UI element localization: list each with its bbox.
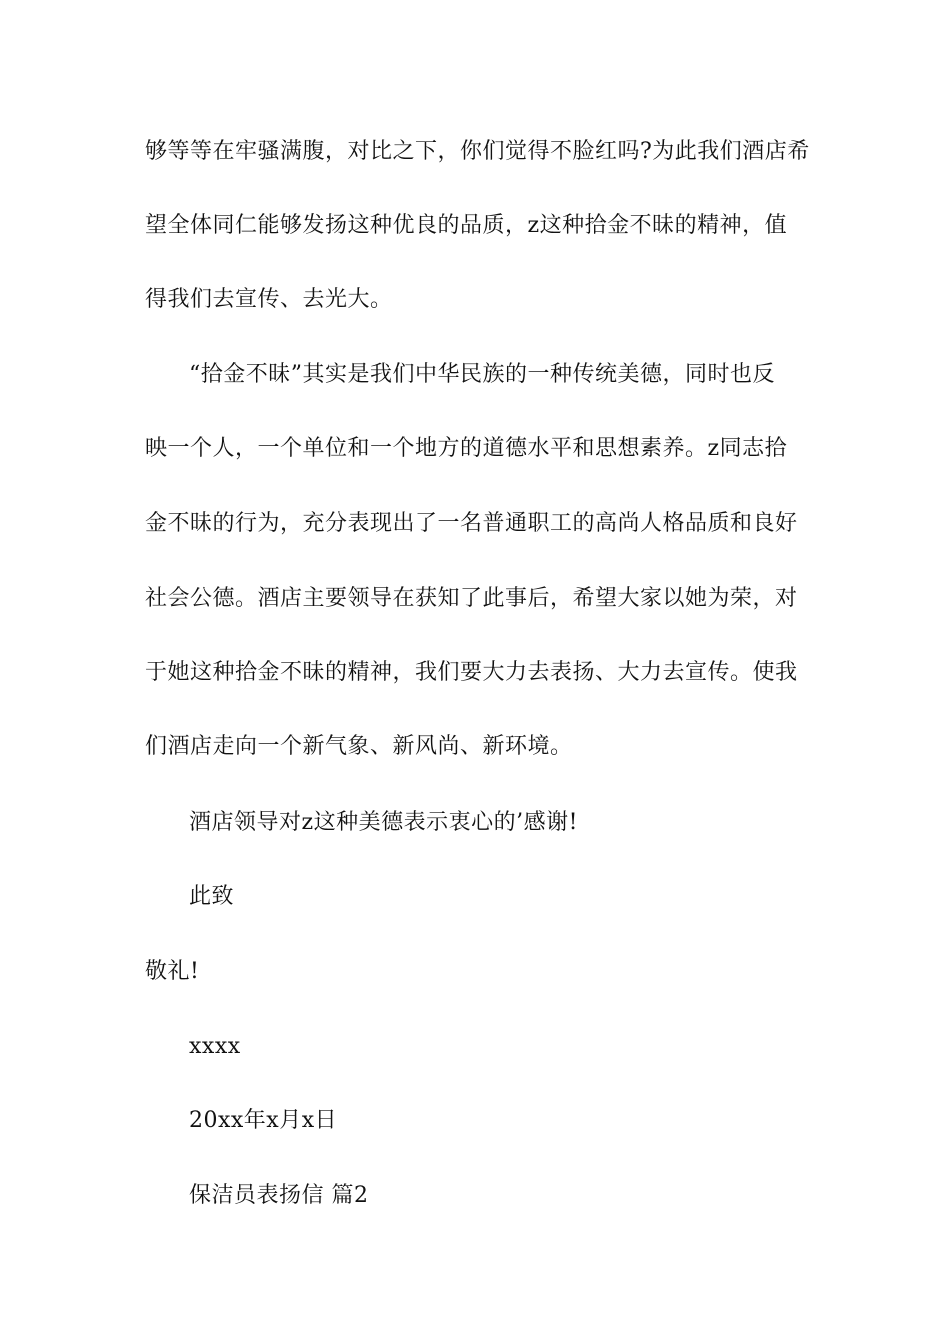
body-text-line: 金不昧的行为，充分表现出了一名普通职工的高尚人格品质和良好 [145, 511, 798, 536]
paragraph-start-line: “拾金不昧”其实是我们中华民族的一种传统美德，同时也反 [189, 362, 775, 387]
salutation-line: 敬礼! [145, 959, 200, 984]
section-heading: 保洁员表扬信 篇2 [189, 1183, 369, 1208]
signature-line: xxxx [189, 1034, 241, 1059]
body-text-line: 社会公德。酒店主要领导在获知了此事后，希望大家以她为荣，对 [145, 586, 798, 611]
body-text-line: 得我们去宣传、去光大。 [145, 287, 393, 312]
body-text-line: 望全体同仁能够发扬这种优良的品质，z这种拾金不昧的精神，值 [145, 213, 788, 238]
closing-line: 此致 [189, 884, 235, 909]
body-text-line: 们酒店走向一个新气象、新风尚、新环境。 [145, 734, 573, 759]
body-text-line: 于她这种拾金不昧的精神，我们要大力去表扬、大力去宣传。使我 [145, 660, 798, 685]
date-line: 20xx年x月x日 [189, 1108, 338, 1133]
body-text-line: 映一个人，一个单位和一个地方的道德水平和思想素养。z同志拾 [145, 436, 788, 461]
thanks-line: 酒店领导对z这种美德表示衷心的’感谢! [189, 810, 578, 835]
body-text-line: 够等等在牢骚满腹，对比之下，你们觉得不脸红吗?为此我们酒店希 [145, 139, 810, 164]
